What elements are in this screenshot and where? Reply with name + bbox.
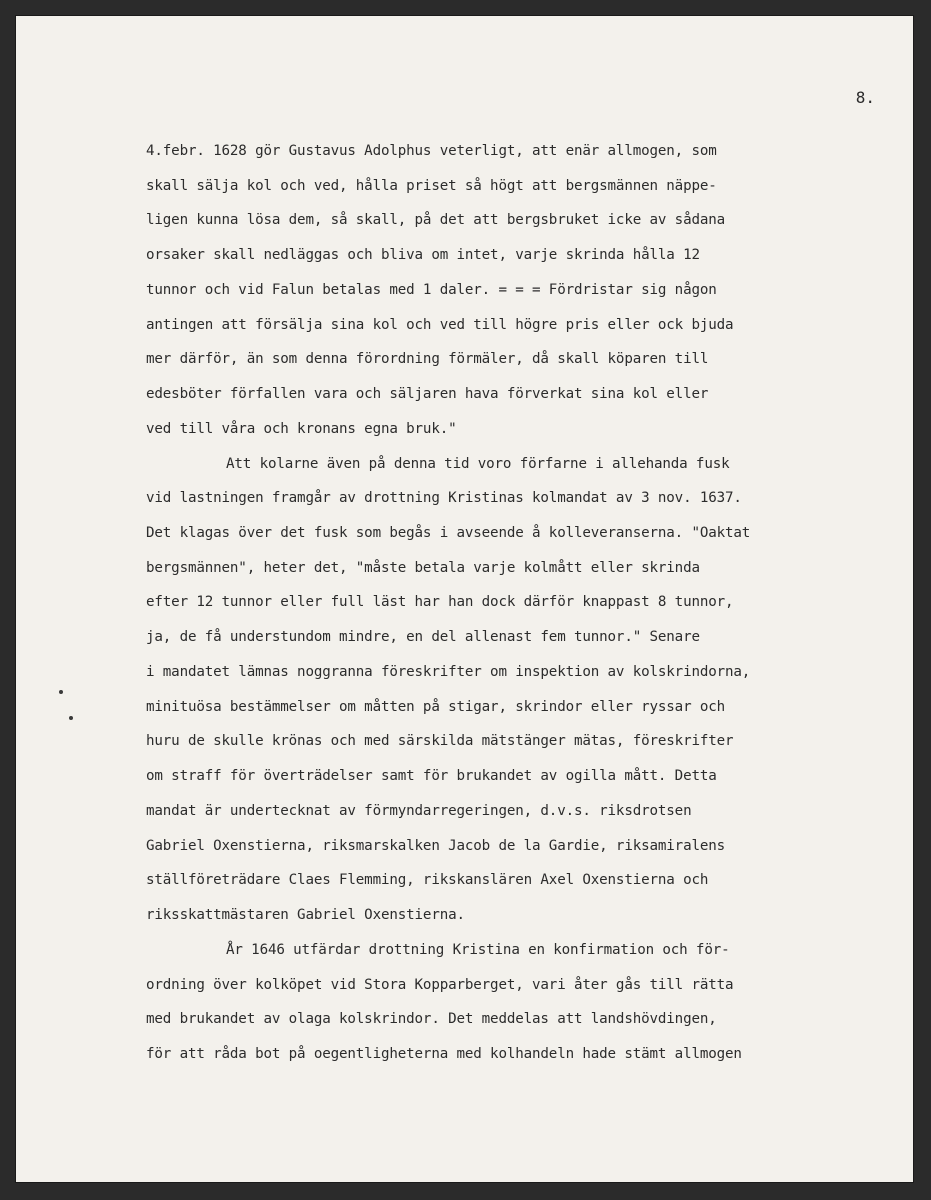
text-line: År 1646 utfärdar drottning Kristina en konfirmation och för- — [226, 942, 730, 958]
text-line: ligen kunna lösa dem, så skall, på det att bergsbruket icke av sådana — [146, 212, 726, 228]
text-line: 4.febr. 1628 gör Gustavus Adolphus veterligt, att enär allmogen, som — [146, 143, 717, 159]
text-line: för att råda bot på oegentligheterna med kolhandeln hade stämt allmogen — [146, 1046, 742, 1062]
text-line: riksskattmästaren Gabriel Oxenstierna. — [146, 907, 465, 923]
text-line: skall sälja kol och ved, hålla priset så högt att bergsmännen näppe- — [146, 178, 717, 194]
text-line: efter 12 tunnor eller full läst har han dock därför knappast 8 tunnor, — [146, 594, 734, 610]
text-line: i mandatet lämnas noggranna föreskrifter om inspektion av kolskrindorna, — [146, 664, 751, 680]
page-number: 8. — [855, 88, 875, 107]
text-line: mandat är undertecknat av förmyndarregeringen, d.v.s. riksdrotsen — [146, 803, 692, 819]
text-line: ställföreträdare Claes Flemming, rikskanslären Axel Oxenstierna och — [146, 872, 709, 888]
margin-mark — [69, 716, 73, 720]
text-line: Att kolarne även på denna tid voro förfarne i allehanda fusk — [226, 456, 730, 472]
text-line: minituösa bestämmelser om måtten på stigar, skrindor eller ryssar och — [146, 699, 726, 715]
text-line: vid lastningen framgår av drottning Kristinas kolmandat av 3 nov. 1637. — [146, 490, 742, 506]
text-line: huru de skulle krönas och med särskilda mätstänger mätas, föreskrifter — [146, 733, 734, 749]
text-line: edesböter förfallen vara och säljaren hava förverkat sina kol eller — [146, 386, 709, 402]
margin-mark — [59, 690, 63, 694]
text-line: med brukandet av olaga kolskrindor. Det meddelas att landshövdingen, — [146, 1011, 717, 1027]
text-line: Det klagas över det fusk som begås i avseende å kolleveranserna. "Oaktat — [146, 525, 751, 541]
text-line: om straff för överträdelser samt för brukandet av ogilla mått. Detta — [146, 768, 717, 784]
text-line: ja, de få understundom mindre, en del allenast fem tunnor." Senare — [146, 629, 700, 645]
text-line: Gabriel Oxenstierna, riksmarskalken Jacob de la Gardie, riksamiralens — [146, 838, 726, 854]
text-line: ved till våra och kronans egna bruk." — [146, 421, 457, 437]
text-line: ordning över kolköpet vid Stora Kopparberget, vari åter gås till rätta — [146, 977, 734, 993]
text-line: bergsmännen", heter det, "måste betala varje kolmått eller skrinda — [146, 560, 700, 576]
text-line: orsaker skall nedläggas och bliva om intet, varje skrinda hålla 12 — [146, 247, 700, 263]
text-line: tunnor och vid Falun betalas med 1 daler. = = = Fördristar sig någon — [146, 282, 717, 298]
text-line: antingen att försälja sina kol och ved till högre pris eller ock bjuda — [146, 317, 734, 333]
text-line: mer därför, än som denna förordning förmäler, då skall köparen till — [146, 351, 709, 367]
